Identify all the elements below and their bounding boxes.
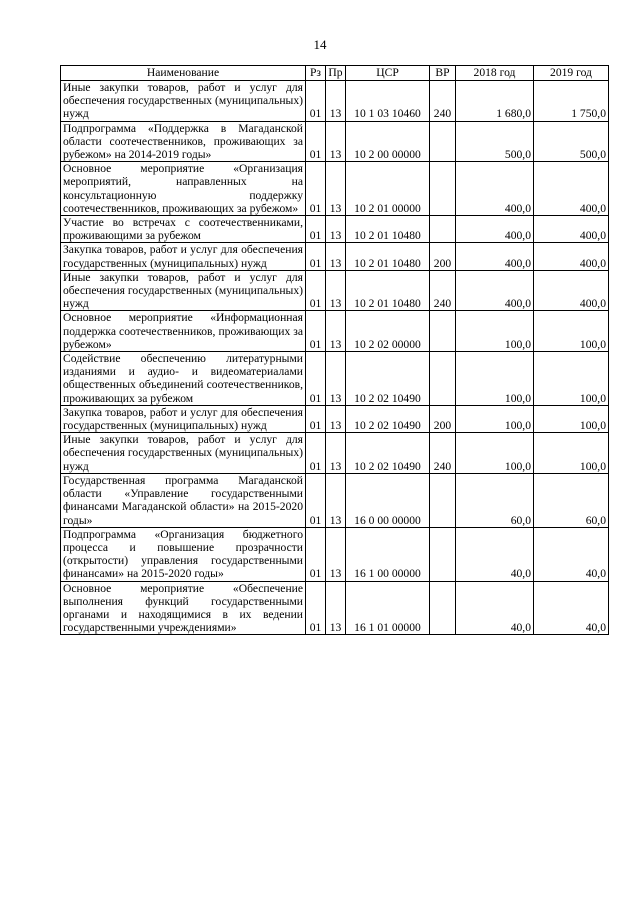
row-amount-2019: 40,0 xyxy=(534,581,609,635)
table-row xyxy=(61,433,609,474)
row-pr: 13 xyxy=(326,243,346,270)
row-rz: 01 xyxy=(306,433,326,474)
row-rz: 01 xyxy=(306,243,326,270)
row-vr xyxy=(430,121,456,162)
row-pr: 13 xyxy=(326,405,346,432)
table-row xyxy=(61,216,609,243)
header-name: Наименование xyxy=(61,66,306,81)
table-row xyxy=(61,121,609,162)
row-pr: 13 xyxy=(326,473,346,527)
row-rz: 01 xyxy=(306,473,326,527)
row-amount-2019: 100,0 xyxy=(534,405,609,432)
row-vr: 240 xyxy=(430,270,456,311)
row-pr: 13 xyxy=(326,162,346,216)
row-pr: 13 xyxy=(326,121,346,162)
row-name: Подпрограмма «Организация бюджетного процесса и повышение прозрачности (открытости) управления государственными финансами» на 2015-2020 годы» xyxy=(61,527,306,581)
row-amount-2019: 400,0 xyxy=(534,270,609,311)
row-name: Основное мероприятие «Организация мероприятий, направленных на консультационную поддержку соотечественников, проживающих за рубежом» xyxy=(61,162,306,216)
row-vr xyxy=(430,352,456,406)
row-vr: 200 xyxy=(430,405,456,432)
row-amount-2018: 100,0 xyxy=(456,352,534,406)
row-csr: 10 2 01 10480 xyxy=(346,270,430,311)
row-amount-2018: 400,0 xyxy=(456,243,534,270)
row-rz: 01 xyxy=(306,352,326,406)
row-csr: 16 0 00 00000 xyxy=(346,473,430,527)
row-amount-2018: 100,0 xyxy=(456,405,534,432)
row-name: Государственная программа Магаданской области «Управление государственными финансами Магаданской области» на 2015-2020 годы» xyxy=(61,473,306,527)
row-name: Иные закупки товаров, работ и услуг для обеспечения государственных (муниципальных) нужд xyxy=(61,81,306,122)
row-vr xyxy=(430,216,456,243)
header-2019: 2019 год xyxy=(534,66,609,81)
row-name: Иные закупки товаров, работ и услуг для обеспечения государственных (муниципальных) нужд xyxy=(61,433,306,474)
row-name: Закупка товаров, работ и услуг для обеспечения государственных (муниципальных) нужд xyxy=(61,243,306,270)
row-csr: 16 1 00 00000 xyxy=(346,527,430,581)
row-csr: 10 2 01 00000 xyxy=(346,162,430,216)
table-row xyxy=(61,243,609,270)
row-rz: 01 xyxy=(306,216,326,243)
row-rz: 01 xyxy=(306,121,326,162)
row-rz: 01 xyxy=(306,527,326,581)
row-csr: 10 2 02 10490 xyxy=(346,405,430,432)
row-vr: 240 xyxy=(430,433,456,474)
row-pr: 13 xyxy=(326,352,346,406)
table-row xyxy=(61,405,609,432)
row-pr: 13 xyxy=(326,581,346,635)
row-rz: 01 xyxy=(306,405,326,432)
row-rz: 01 xyxy=(306,81,326,122)
row-pr: 13 xyxy=(326,311,346,352)
row-vr xyxy=(430,162,456,216)
row-amount-2019: 400,0 xyxy=(534,162,609,216)
row-amount-2019: 100,0 xyxy=(534,352,609,406)
row-name: Подпрограмма «Поддержка в Магаданской области соотечественников, проживающих за рубежом» на 2014-2019 годы» xyxy=(61,121,306,162)
row-pr: 13 xyxy=(326,270,346,311)
table-header-row xyxy=(61,66,609,81)
row-amount-2019: 500,0 xyxy=(534,121,609,162)
row-vr xyxy=(430,527,456,581)
row-csr: 10 2 02 00000 xyxy=(346,311,430,352)
row-name: Участие во встречах с соотечественниками, проживающими за рубежом xyxy=(61,216,306,243)
row-amount-2018: 40,0 xyxy=(456,527,534,581)
header-rz: Рз xyxy=(306,66,326,81)
row-csr: 10 2 01 10480 xyxy=(346,216,430,243)
row-amount-2018: 400,0 xyxy=(456,270,534,311)
row-csr: 10 1 03 10460 xyxy=(346,81,430,122)
row-vr xyxy=(430,311,456,352)
table-row xyxy=(61,352,609,406)
row-amount-2019: 1 750,0 xyxy=(534,81,609,122)
row-name: Иные закупки товаров, работ и услуг для обеспечения государственных (муниципальных) нужд xyxy=(61,270,306,311)
row-vr: 200 xyxy=(430,243,456,270)
row-rz: 01 xyxy=(306,311,326,352)
row-amount-2018: 60,0 xyxy=(456,473,534,527)
row-amount-2018: 40,0 xyxy=(456,581,534,635)
row-rz: 01 xyxy=(306,162,326,216)
table-row xyxy=(61,581,609,635)
row-vr: 240 xyxy=(430,81,456,122)
table-row xyxy=(61,270,609,311)
row-amount-2019: 60,0 xyxy=(534,473,609,527)
header-2018: 2018 год xyxy=(456,66,534,81)
row-amount-2018: 400,0 xyxy=(456,162,534,216)
table-row xyxy=(61,311,609,352)
row-amount-2018: 100,0 xyxy=(456,311,534,352)
row-amount-2019: 40,0 xyxy=(534,527,609,581)
row-name: Основное мероприятие «Информационная поддержка соотечественников, проживающих за рубежом» xyxy=(61,311,306,352)
row-amount-2019: 400,0 xyxy=(534,243,609,270)
row-pr: 13 xyxy=(326,216,346,243)
row-vr xyxy=(430,581,456,635)
row-csr: 10 2 02 10490 xyxy=(346,433,430,474)
row-amount-2018: 100,0 xyxy=(456,433,534,474)
row-name: Содействие обеспечению литературными изданиями и аудио- и видеоматериалами общественных объединений соотечественников, проживающих за рубежом xyxy=(61,352,306,406)
row-csr: 10 2 01 10480 xyxy=(346,243,430,270)
row-pr: 13 xyxy=(326,433,346,474)
row-amount-2018: 500,0 xyxy=(456,121,534,162)
row-csr: 10 2 00 00000 xyxy=(346,121,430,162)
table-row xyxy=(61,527,609,581)
page-number: 14 xyxy=(313,37,327,52)
header-vr: ВР xyxy=(430,66,456,81)
row-amount-2018: 400,0 xyxy=(456,216,534,243)
header-pr: Пр xyxy=(326,66,346,81)
row-rz: 01 xyxy=(306,581,326,635)
table-body xyxy=(61,81,609,635)
row-name: Закупка товаров, работ и услуг для обеспечения государственных (муниципальных) нужд xyxy=(61,405,306,432)
budget-table xyxy=(60,65,609,635)
row-pr: 13 xyxy=(326,81,346,122)
row-vr xyxy=(430,473,456,527)
row-csr: 16 1 01 00000 xyxy=(346,581,430,635)
row-amount-2019: 100,0 xyxy=(534,311,609,352)
row-pr: 13 xyxy=(326,527,346,581)
row-name: Основное мероприятие «Обеспечение выполнения функций государственными органами и находящимися в их ведении государственными учреждениями» xyxy=(61,581,306,635)
table-row xyxy=(61,81,609,122)
header-csr: ЦСР xyxy=(346,66,430,81)
table-row xyxy=(61,473,609,527)
row-amount-2019: 400,0 xyxy=(534,216,609,243)
table-row xyxy=(61,162,609,216)
row-csr: 10 2 02 10490 xyxy=(346,352,430,406)
row-amount-2018: 1 680,0 xyxy=(456,81,534,122)
row-amount-2019: 100,0 xyxy=(534,433,609,474)
row-rz: 01 xyxy=(306,270,326,311)
